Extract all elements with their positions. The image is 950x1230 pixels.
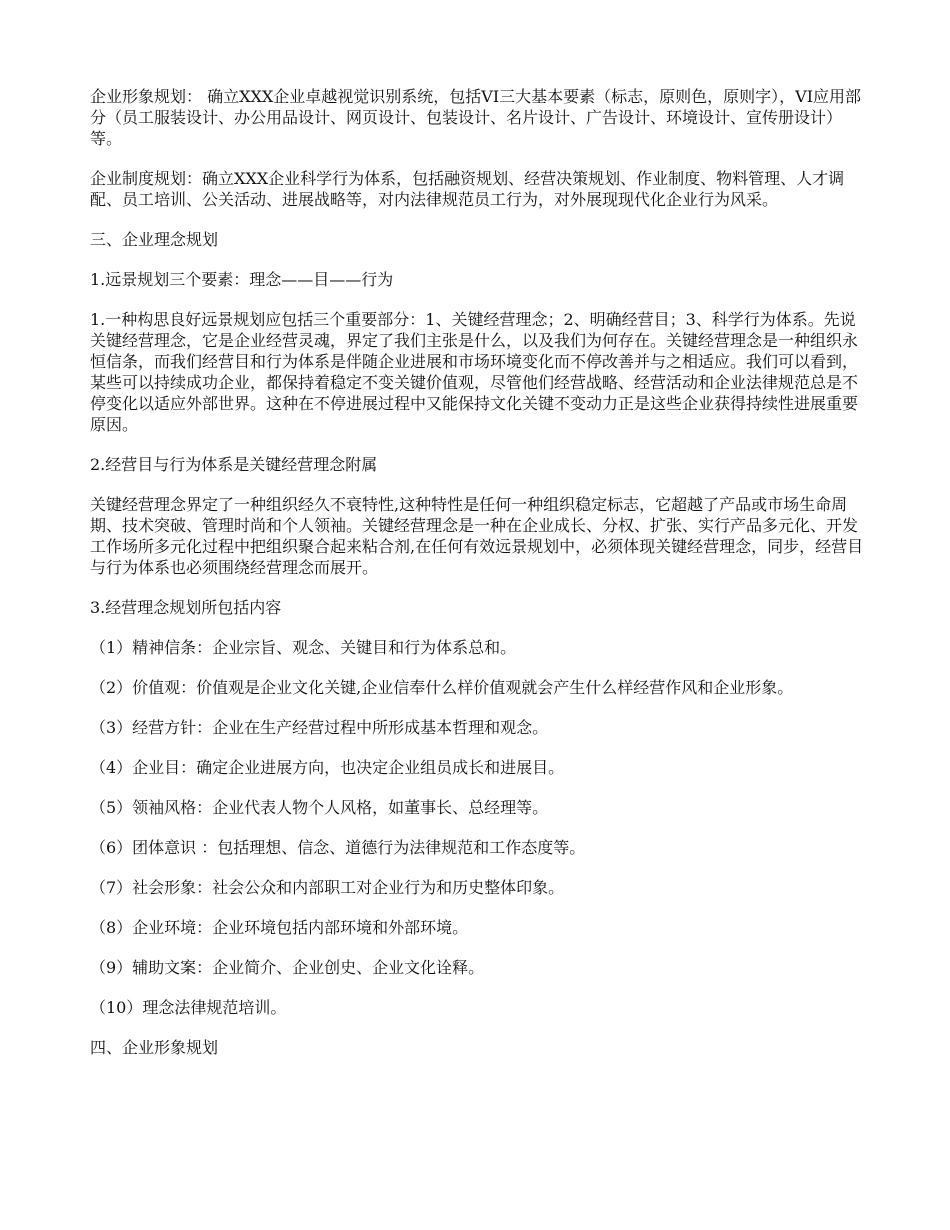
- list-item-training: （10）理念法律规范培训。: [90, 998, 287, 1017]
- list-item-policy: （3）经营方针：企业在生产经营过程中所形成基本哲理和观念。: [90, 718, 549, 737]
- list-item-team: （6）团体意识 ：包括理想、信念、道德行为法律规范和工作态度等。: [90, 838, 586, 857]
- subheading-philosophy-contents: 3.经营理念规划所包括内容: [90, 598, 282, 617]
- subheading-vision-elements: 1.远景规划三个要素：理念——目——行为: [90, 270, 394, 289]
- list-item-social-image: （7）社会形象：社会公众和内部职工对企业行为和历史整体印象。: [90, 878, 565, 897]
- subheading-goals-behavior: 2.经营目与行为体系是关键经营理念附属: [90, 455, 378, 474]
- paragraph-core-philosophy: 关键经营理念界定了一种组织经久不衰特性,这种特性是任何一种组织稳定标志，它超越了产品或市场生命周期、技术突破、管理时尚和个人领袖。关键经营理念是一种在企业成长、分权、扩张、实行产品多元化、开发工作场所多元化过程中把组织聚合起来粘合剂,在任何有效远景规划中，必须体现关键经营理念，同步，经营目与行为体系也必须围绕经营理念而展开。: [90, 495, 864, 577]
- list-item-values: （2）价值观：价值观是企业文化关键,企业信奉什么样价值观就会产生什么样经营作风和企业形象。: [90, 678, 794, 697]
- paragraph-vision-parts: 1.一种构思良好远景规划应包括三个重要部分：1、关键经营理念；2、明确经营目；3、科学行为体系。先说关键经营理念，它是企业经营灵魂，界定了我们主张是什么，以及我们为何存在。关键经营理念是一种组织永恒信条，而我们经营目和行为体系是伴随企业进展和市场环境变化而不停改善并与之相适应。我们可以看到，某些可以持续成功企业，都保持着稳定不变关键价值观，尽管他们经营战略、经营活动和企业法律规范总是不停变化以适应外部世界。这种在不停进展过程中又能保持文化关键不变动力正是这些企业获得持续性进展重要原因。: [90, 310, 859, 434]
- list-item-environment: （8）企业环境：企业环境包括内部环境和外部环境。: [90, 918, 469, 937]
- list-item-goals: （4）企业目：确定企业进展方向，也决定企业组员成长和进展目。: [90, 758, 565, 777]
- section-heading-image-planning: 四、企业形象规划: [90, 1038, 219, 1057]
- document-page: [90, 86, 865, 1077]
- paragraph-corporate-image-planning: 企业形象规划： 确立XXX企业卓越视觉识别系统，包括VI三大基本要素（标志，原则色，原则字），VI应用部分（员工服装设计、办公用品设计、网页设计、包装设计、名片设计、广告设计、环境设计、宣传册设计）等。: [90, 87, 862, 148]
- paragraph-corporate-system-planning: 企业制度规划：确立XXX企业科学行为体系，包括融资规划、经营决策规划、作业制度、物料管理、人才调配、员工培训、公关活动、进展战略等，对内法律规范员工行为，对外展现现代化企业行为风采。: [90, 169, 845, 209]
- section-heading-philosophy: 三、企业理念规划: [90, 230, 219, 249]
- list-item-copy: （9）辅助文案：企业简介、企业创史、企业文化诠释。: [90, 958, 485, 977]
- list-item-leadership: （5）领袖风格：企业代表人物个人风格，如董事长、总经理等。: [90, 798, 549, 817]
- list-item-spirit: （1）精神信条：企业宗旨、观念、关键目和行为体系总和。: [90, 638, 517, 657]
